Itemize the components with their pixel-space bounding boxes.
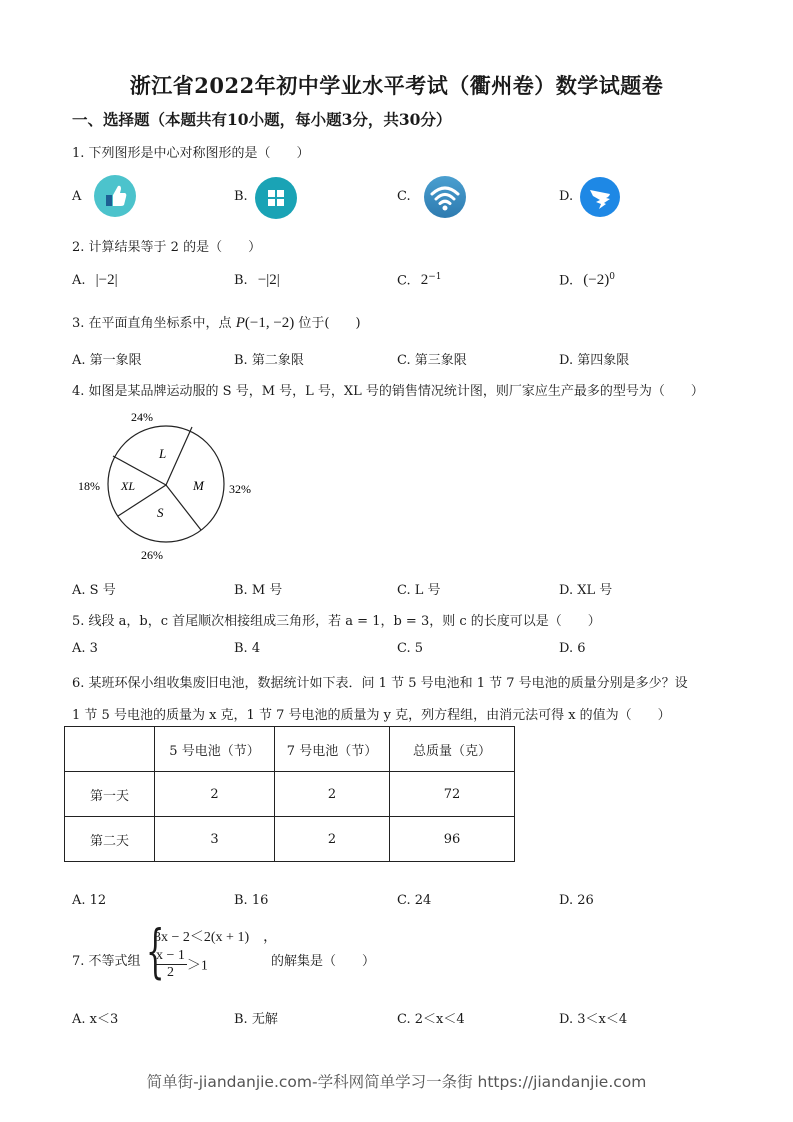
table-header-row xyxy=(65,727,515,772)
thumbs-up-icon xyxy=(94,175,136,217)
table-cell: 2 xyxy=(155,772,275,817)
q1-option-a-label: A xyxy=(72,189,82,204)
table-header-cell: 7 号电池（节） xyxy=(275,727,390,772)
table-cell: 3 xyxy=(155,817,275,862)
q5-option-b: B. 4 xyxy=(234,641,261,656)
q4-option-d: D. XL 号 xyxy=(559,583,613,598)
pie-chart xyxy=(70,404,270,569)
footer-watermark: 简单街-jiandanjie.com-学科网简单学习一条街 https://jiandanjie.com xyxy=(146,1073,647,1091)
question-6-stem-line1: 6. 某班环保小组收集废旧电池，数据统计如下表．问 1 节 5 号电池和 1 节 7 号电池的质量分别是多少？设 xyxy=(72,676,688,691)
page-title: 浙江省2022年初中学业水平考试（衢州卷）数学试题卷 xyxy=(129,73,664,98)
q4-option-c: C. L 号 xyxy=(397,583,441,598)
question-5-stem: 5. 线段 a，b，c 首尾顺次相接组成三角形，若 a = 1，b = 3，则 c 的长度可以是（ ） xyxy=(72,614,601,629)
inequality-brace: { xyxy=(146,917,165,985)
slice-label-m: M xyxy=(193,478,204,493)
q3-option-d: D. 第四象限 xyxy=(559,353,630,368)
q3-option-c: C. 第三象限 xyxy=(397,353,467,368)
q3-option-a: A. 第一象限 xyxy=(72,353,142,368)
table-header-cell xyxy=(65,727,155,772)
question-2-stem: 2. 计算结果等于 2 的是（ ） xyxy=(72,240,262,255)
table-cell: 72 xyxy=(390,772,515,817)
table-row xyxy=(65,817,515,862)
q6-option-a: A. 12 xyxy=(72,893,107,908)
pct-label-s: 26% xyxy=(141,548,163,562)
question-7-stem-post: 的解集是（ ） xyxy=(271,954,376,969)
q5-option-a: A. 3 xyxy=(72,641,98,656)
slice-label-s: S xyxy=(157,505,164,520)
question-4-stem: 4. 如图是某品牌运动服的 S 号，M 号，L 号，XL 号的销售情况统计图，则厂家应生产最多的型号为（ ） xyxy=(72,384,704,399)
q7-option-b: B. 无解 xyxy=(234,1012,278,1027)
question-7-stem-pre: 7. 不等式组 xyxy=(72,954,141,969)
table-cell: 2 xyxy=(275,772,390,817)
q7-option-a: A. x＜3 xyxy=(72,1012,119,1027)
pct-label-m: 32% xyxy=(229,482,251,496)
q2-option-d: D. $(-2)^0$ xyxy=(559,272,615,289)
pct-label-xl: 18% xyxy=(78,479,100,493)
q6-option-b: B. 16 xyxy=(234,893,269,908)
table-cell: 第二天 xyxy=(65,817,155,862)
table-header-cell: 5 号电池（节） xyxy=(155,727,275,772)
q4-option-a: A. S 号 xyxy=(72,583,116,598)
inequality-2: $\frac{x - 1}{2}$ ＞1 xyxy=(156,948,208,980)
table-cell: 96 xyxy=(390,817,515,862)
q2-option-b: B. −|2| xyxy=(234,272,280,288)
question-1-stem: 1. 下列图形是中心对称图形的是（ ） xyxy=(72,146,310,161)
q5-option-d: D. 6 xyxy=(559,641,586,656)
table-header-cell: 总质量（克） xyxy=(390,727,515,772)
wifi-icon xyxy=(424,176,466,218)
q7-option-d: D. 3＜x＜4 xyxy=(559,1012,628,1027)
table-cell: 第一天 xyxy=(65,772,155,817)
pct-label-l: 24% xyxy=(131,410,153,424)
table-cell: 2 xyxy=(275,817,390,862)
q1-option-d-label: D. xyxy=(559,189,574,204)
q2-option-a: A. |−2| xyxy=(72,272,118,288)
slice-label-l: L xyxy=(159,446,167,461)
q7-option-c: C. 2＜x＜4 xyxy=(397,1012,465,1027)
inequality-1: 3x − 2＜2(x + 1) ， xyxy=(154,930,278,945)
q4-option-b: B. M 号 xyxy=(234,583,283,598)
windows-grid-icon xyxy=(255,177,297,219)
q2-option-c: C. $2^{-1}$ xyxy=(397,272,442,289)
section-heading: 一、选择题（本题共有10小题，每小题3分，共30分） xyxy=(72,110,452,129)
table-row xyxy=(65,772,515,817)
q5-option-c: C. 5 xyxy=(397,641,424,656)
question-6-stem-line2: 1 节 5 号电池的质量为 x 克，1 节 7 号电池的质量为 y 克，列方程组，由消元法可得 x 的值为（ ） xyxy=(72,708,671,723)
q3-option-b: B. 第二象限 xyxy=(234,353,304,368)
dingtalk-wing-icon xyxy=(580,177,620,217)
slice-label-xl: XL xyxy=(121,479,136,493)
q6-option-d: D. 26 xyxy=(559,893,594,908)
q1-option-b-label: B. xyxy=(234,189,248,204)
battery-table xyxy=(64,726,515,862)
question-3-stem: 3. 在平面直角坐标系中，点 P(−1, −2) 位于( ) xyxy=(72,315,361,331)
q6-option-c: C. 24 xyxy=(397,893,432,908)
point-p: P(−1, −2) xyxy=(235,315,295,331)
q1-option-c-label: C. xyxy=(397,189,411,204)
